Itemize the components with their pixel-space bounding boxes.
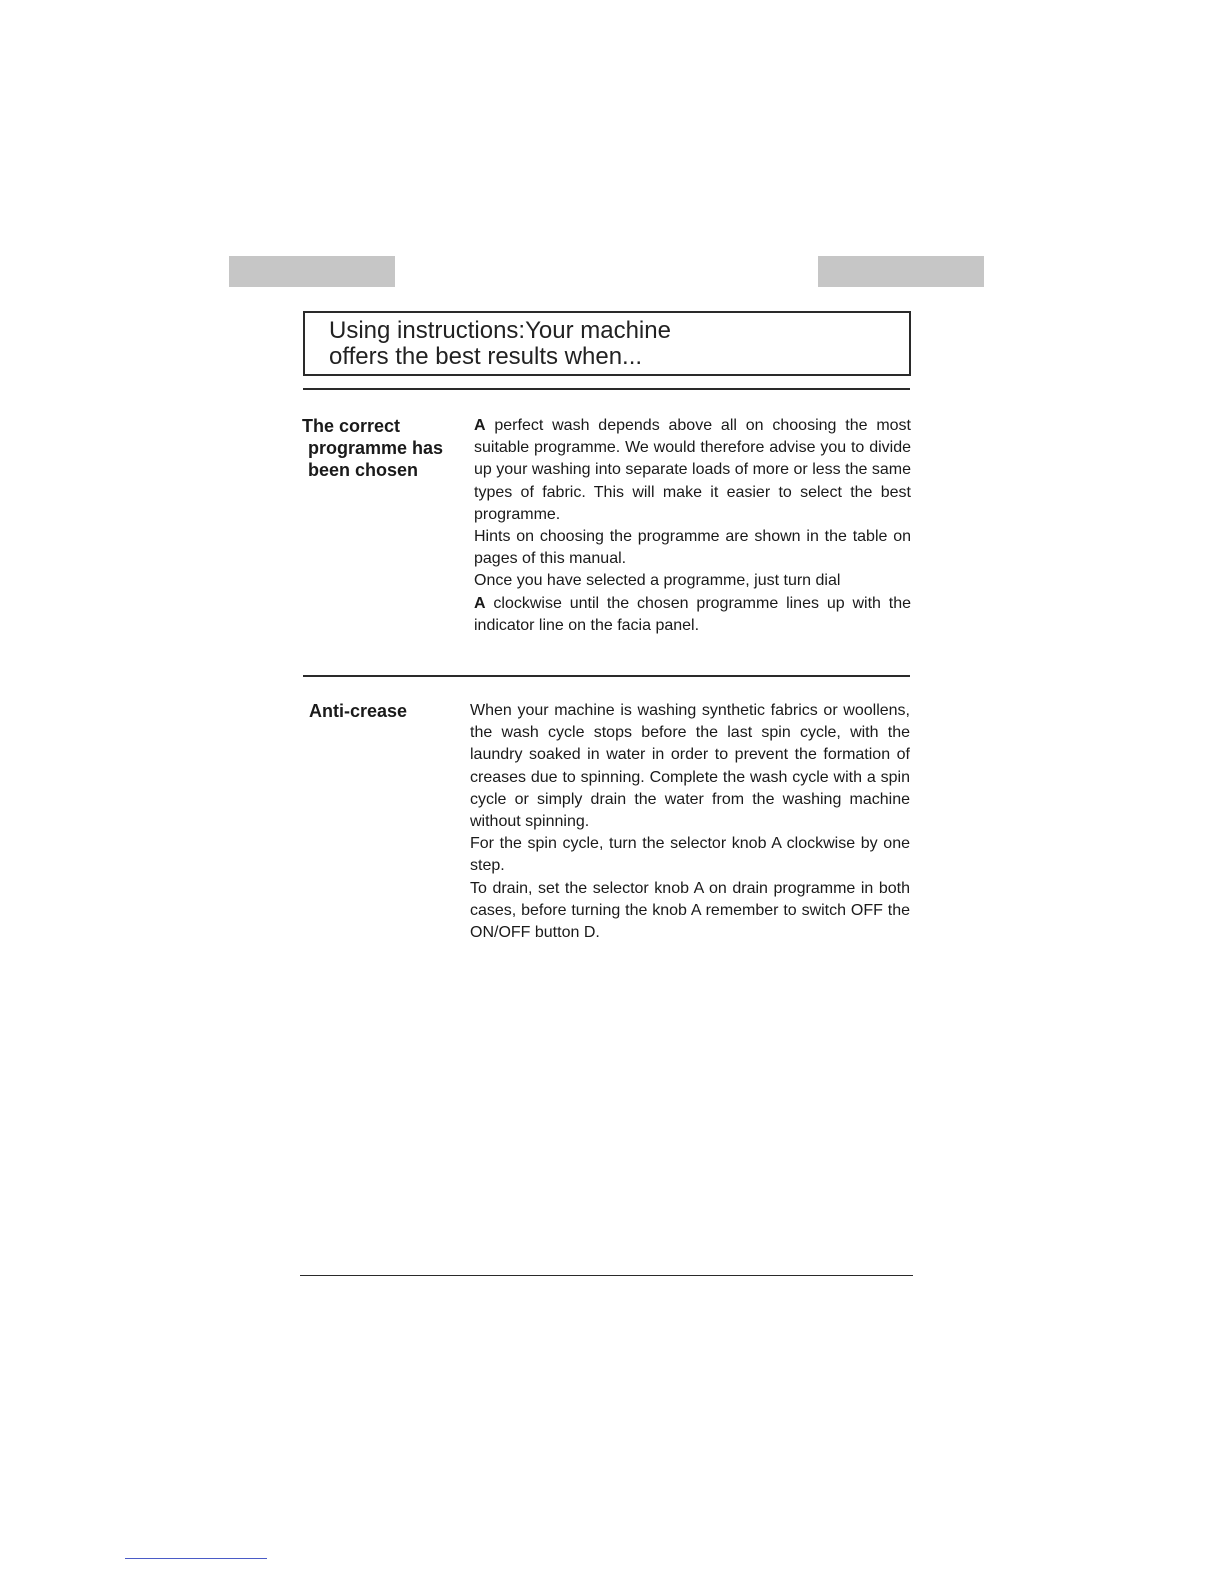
section-heading-correct-programme-line-2: programme has: [308, 438, 444, 458]
paragraph-hints: Hints on choosing the programme are shown in the table on pages of this manual.: [474, 528, 911, 568]
paragraph-text: perfect wash depends above all on choosing the most suitable programme. We would therefore advise you to divide up your washing into separate loads of more or less the same types of fabric. This will make it easier to select the best programme.: [474, 417, 911, 523]
dial-label-a: A: [474, 417, 486, 434]
header-tab-left: [229, 256, 395, 287]
paragraph-clockwise: [474, 593, 911, 637]
section-divider-bottom: [300, 1275, 913, 1276]
section-divider-middle: [303, 675, 910, 677]
paragraph-drain: To drain, set the selector knob A on drain programme in both cases, before turning the knob A remember to switch OFF the ON/OFF button D.: [470, 879, 910, 942]
page-title-box: [303, 311, 911, 376]
section-divider-top: [303, 388, 910, 390]
page-title-line-1: Using instructions:Your machine: [329, 317, 671, 344]
page-title-line-2: offers the best results when...: [329, 343, 643, 370]
section-body-correct-programme: [474, 415, 911, 637]
paragraph-spin-cycle: For the spin cycle, turn the selector knob A clockwise by one step.: [470, 835, 910, 875]
paragraph-anti-crease-description: When your machine is washing synthetic fabrics or woollens, the wash cycle stops before the last spin cycle, with the laundry soaked in water in order to prevent the formation of creases due to spinning. Complete the wash cycle with a spin cycle or simply drain the water from the washing machine without spinning.: [470, 702, 910, 831]
section-heading-correct-programme-line-3: been chosen: [308, 460, 419, 480]
paragraph-perfect-wash: [474, 415, 911, 526]
header-tab-right: [818, 256, 984, 287]
footer-underline: [125, 1558, 267, 1559]
section-heading-correct-programme-line-1: The correct: [302, 416, 401, 436]
dial-label-a: A: [474, 594, 486, 612]
paragraph-text: clockwise until the chosen programme lines up with the indicator line on the facia panel.: [474, 594, 911, 634]
paragraph-turn-dial: Once you have selected a programme, just turn dial: [474, 572, 841, 590]
section-body-anti-crease: [470, 700, 910, 944]
section-heading-anti-crease: Anti-crease: [309, 701, 408, 721]
